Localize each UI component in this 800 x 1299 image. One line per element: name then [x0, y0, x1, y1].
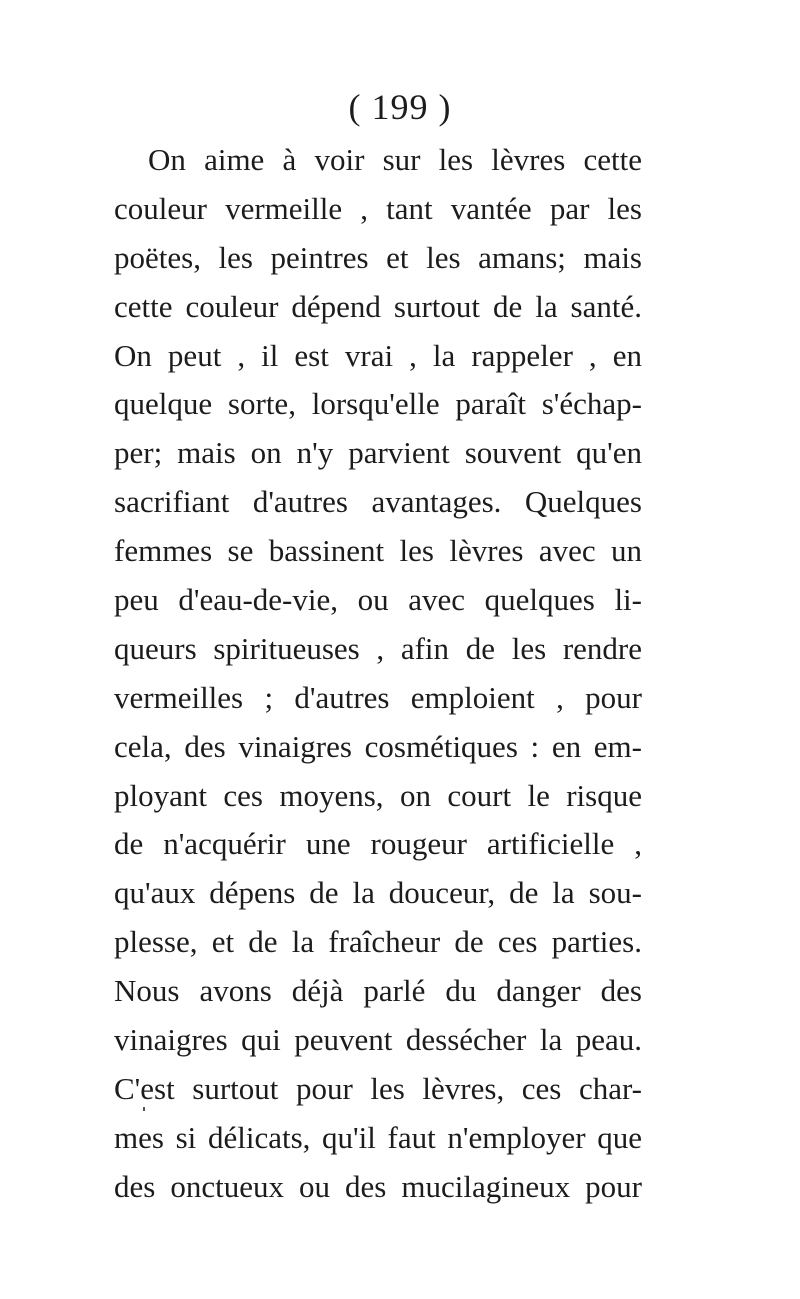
text-line: ployant ces moyens, on court le risque [114, 777, 642, 813]
text-line: poëtes, les peintres et les amans; mais [114, 239, 642, 275]
text-line: cette couleur dépend surtout de la santé. [114, 288, 642, 324]
text-line: couleur vermeille , tant vantée par les [114, 190, 642, 226]
text-line: vinaigres qui peuvent dessécher la peau. [114, 1022, 642, 1058]
text-line: de n'acquérir une rougeur artificielle , [114, 826, 642, 862]
text-line: On peut , il est vrai , la rappeler , en [114, 337, 642, 373]
text-line: vermeilles ; d'autres emploient , pour [114, 679, 642, 715]
text-line: plesse, et de la fraîcheur de ces parties. [114, 924, 642, 960]
text-line: C'est surtout pour les lèvres, ces char- [114, 1070, 642, 1106]
text-line: peu d'eau-de-vie, ou avec quelques li- [114, 582, 642, 618]
text-line: queurs spiritueuses , afin de les rendre [114, 630, 642, 666]
text-line: Nous avons déjà parlé du danger des [114, 973, 642, 1009]
text-line: des onctueux ou des mucilagineux pour [114, 1168, 642, 1204]
text-line: qu'aux dépens de la douceur, de la sou- [114, 875, 642, 911]
text-line: quelque sorte, lorsqu'elle paraît s'échap- [114, 386, 642, 422]
text-line: On aime à voir sur les lèvres cette [148, 142, 642, 177]
body-text [114, 136, 642, 1212]
text-line: femmes se bassinent les lèvres avec un [114, 533, 642, 569]
ink-speck [143, 1107, 145, 1111]
text-line: mes si délicats, qu'il faut n'employer que [114, 1119, 642, 1155]
text-line: cela, des vinaigres cosmétiques : en em- [114, 728, 642, 764]
text-line: sacrifiant d'autres avantages. Quelques [114, 484, 642, 520]
text-line: per; mais on n'y parvient souvent qu'en [114, 435, 642, 471]
page-number: ( 199 ) [348, 87, 452, 127]
